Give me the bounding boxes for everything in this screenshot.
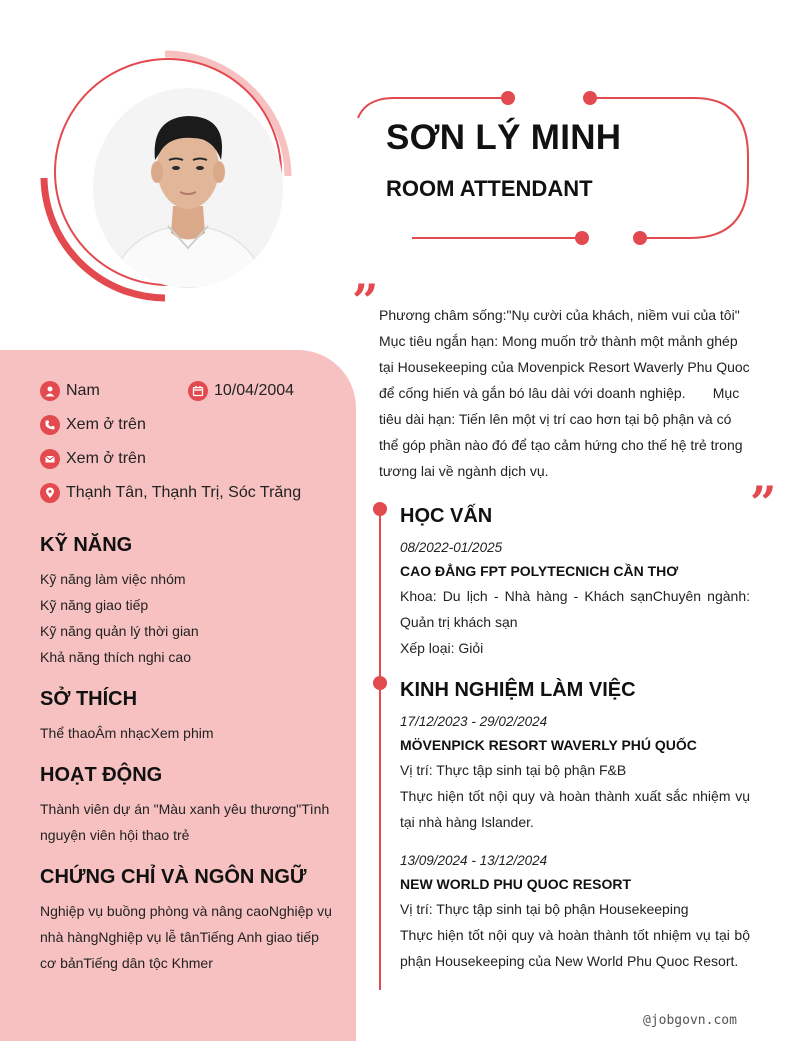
phone-value: Xem ở trên	[66, 416, 146, 433]
skill-item: Khả năng thích nghi cao	[40, 649, 192, 665]
mail-icon	[40, 449, 60, 469]
calendar-icon	[188, 381, 208, 401]
education-grade: Xếp loại: Giỏi	[400, 640, 484, 656]
avatar	[93, 88, 283, 288]
contact-gender	[40, 381, 100, 401]
certificates-text: Nghiệp vụ buồng phòng và nâng caoNghiệp vụ nhà hàngNghiệp vụ lễ tânTiếng Anh giao tiếp cơ bảnTiếng dân tộc Khmer	[40, 903, 332, 971]
skill-item: Kỹ năng quản lý thời gian	[40, 623, 199, 639]
long-term-goal: Mục tiêu dài hạn: Tiến lên một vị trí cao hơn tại bộ phận và có thể góp phần nào đó để tạo cảm hứng cho thế hệ trẻ trong tương lai về ngành dịch vụ.	[379, 385, 743, 479]
job-description: Thực hiện tốt nội quy và hoàn thành xuất sắc nhiệm vụ tại nhà hàng Islander.	[400, 788, 750, 830]
contact-birthday	[188, 381, 294, 401]
job-date: 13/09/2024 - 13/12/2024	[400, 853, 548, 868]
job-company: MÖVENPICK RESORT WAVERLY PHÚ QUỐC	[400, 737, 697, 753]
experience-title: KINH NGHIỆM LÀM VIỆC	[400, 679, 636, 701]
gender-value: Nam	[66, 382, 100, 399]
quote-open-icon: ”	[352, 274, 379, 328]
contact-phone	[40, 415, 146, 435]
contact-email	[40, 449, 146, 469]
candidate-name: SƠN LÝ MINH	[386, 118, 622, 157]
hobbies-text: Thể thaoÂm nhạcXem phim	[40, 725, 214, 741]
skill-item: Kỹ năng làm việc nhóm	[40, 571, 186, 587]
job-position: Vị trí: Thực tập sinh tại bộ phận Housekeeping	[400, 901, 689, 917]
motto-line: Phương châm sống:"Nụ cười của khách, niềm vui của tôi"	[379, 307, 740, 323]
birthday-value: 10/04/2004	[214, 382, 295, 399]
job-date: 17/12/2023 - 29/02/2024	[400, 714, 548, 729]
skills-title: KỸ NĂNG	[40, 534, 133, 556]
location-pin-icon	[40, 483, 60, 503]
timeline-line	[379, 508, 381, 990]
phone-icon	[40, 415, 60, 435]
avatar-block	[38, 48, 298, 304]
job-position: Vị trí: Thực tập sinh tại bộ phận F&B	[400, 762, 627, 778]
education-date: 08/2022-01/2025	[400, 540, 503, 555]
candidate-role: ROOM ATTENDANT	[386, 176, 593, 201]
skill-item: Kỹ năng giao tiếp	[40, 597, 149, 613]
header-frame-decoration	[354, 86, 754, 248]
activities-text: Thành viên dự án "Màu xanh yêu thương"Tình nguyện viên hội thao trẻ	[40, 801, 330, 843]
quote-close-icon: ”	[750, 476, 777, 530]
education-title: HỌC VẤN	[400, 505, 493, 527]
contact-address	[40, 483, 301, 503]
job-company: NEW WORLD PHU QUOC RESORT	[400, 876, 631, 892]
job-description: Thực hiện tốt nội quy và hoàn thành tốt nhiệm vụ tại bộ phận Housekeeping của New World Phu Quoc Resort.	[400, 927, 750, 969]
hobbies-title: SỞ THÍCH	[40, 688, 138, 710]
timeline-dot	[373, 502, 387, 516]
short-term-goal: Mục tiêu ngắn hạn: Mong muốn trở thành một mảnh ghép tại Housekeeping của Movenpick Resort Waverly Phu Quoc để cống hiến và gắn bó lâu dài với doanh nghiệp.	[379, 333, 750, 401]
user-icon	[40, 381, 60, 401]
education-school: CAO ĐẲNG FPT POLYTECNICH CẦN THƠ	[400, 563, 679, 579]
address-value: Thạnh Tân, Thạnh Trị, Sóc Trăng	[66, 484, 302, 501]
skills-list	[40, 566, 340, 670]
email-value: Xem ở trên	[66, 450, 146, 467]
activities-title: HOẠT ĐỘNG	[40, 764, 163, 786]
certificates-title: CHỨNG CHỈ VÀ NGÔN NGỮ	[40, 866, 307, 888]
timeline-dot	[373, 676, 387, 690]
career-objective	[379, 302, 751, 484]
education-major: Khoa: Du lịch - Nhà hàng - Khách sạnChuyên ngành: Quản trị khách sạn	[400, 588, 750, 630]
footer-watermark: @jobgovn.com	[643, 1013, 737, 1028]
